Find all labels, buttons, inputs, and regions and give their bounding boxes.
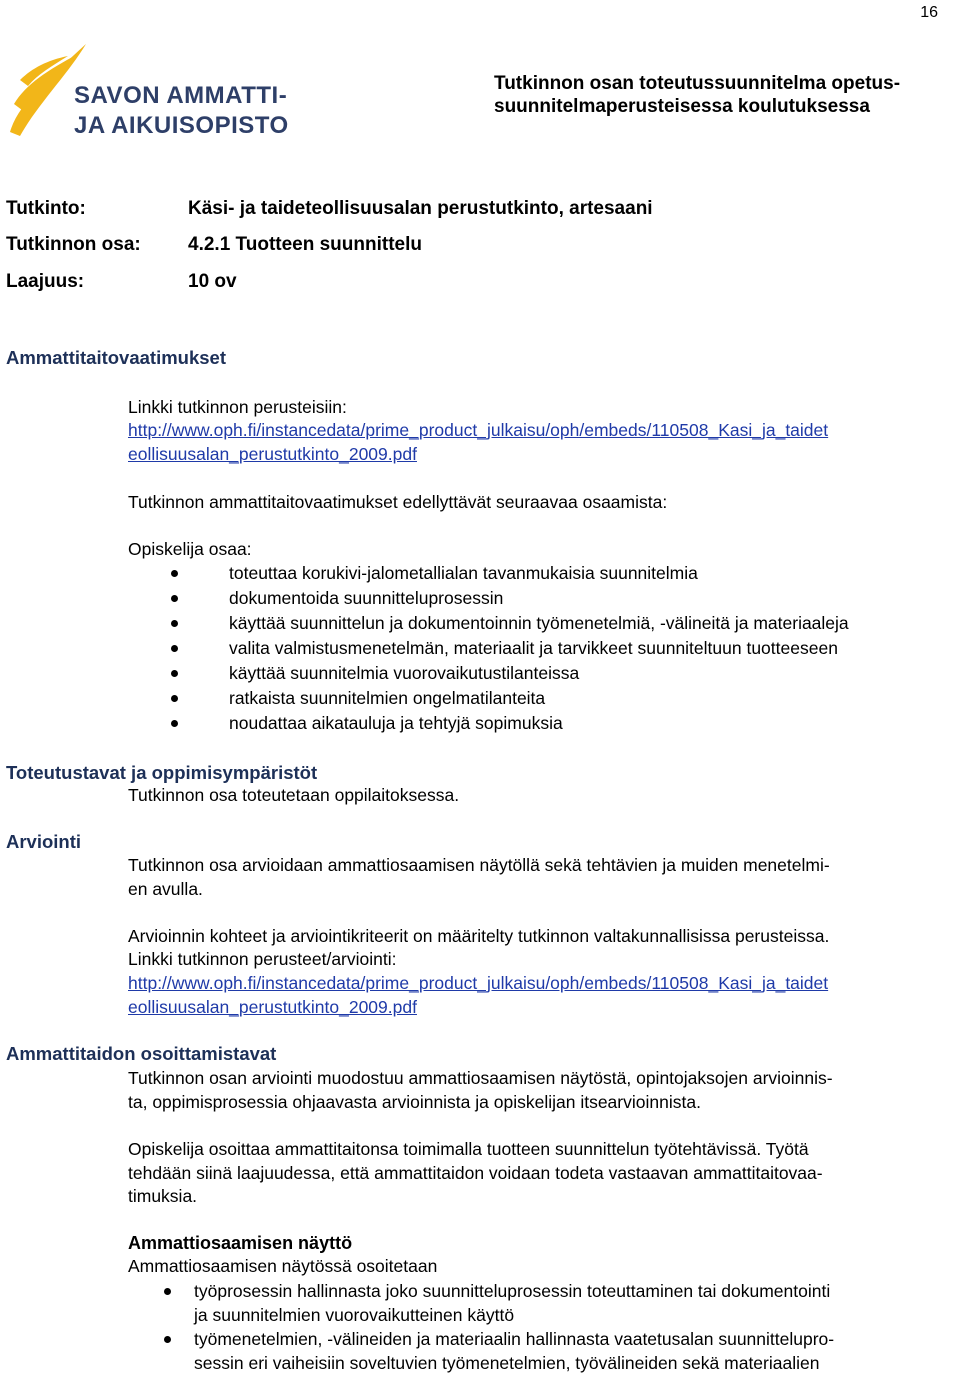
list-item: noudattaa aikatauluja ja tehtyjä sopimuksia [0,711,960,736]
perusteet-link[interactable] [128,419,828,466]
ammattitaito-heading: Ammattitaitovaatimukset [6,347,227,368]
list-item: dokumentoida suunnitteluprosessin [0,586,960,611]
perusteet-link-line-1[interactable]: http://www.oph.fi/instancedata/prime_product_julkaisu/oph/embeds/110508_Kasi_ja_taidet [128,420,829,440]
perusteet-link-line-2[interactable]: eollisuusalan_perustutkinto_2009.pdf [128,443,417,464]
document-title-line-2: suunnitelmaperusteisessa koulutuksessa [494,96,870,117]
list-item: valita valmistusmenetelmän, materiaalit ja tarvikkeet suunniteltuun tuotteeseen [0,636,960,661]
naytto-list [0,1279,960,1375]
logo-line-1: SAVON AMMATTI- [74,82,288,109]
logo [8,34,348,144]
list-item: ratkaista suunnitelmien ongelmatilanteita [0,686,960,711]
tutkinnon-osa-label: Tutkinnon osa: [6,234,141,255]
list-item: työmenetelmien, -välineiden ja materiaalin hallinnasta vaatetusalan suunnittelupro- sessin eri vaiheisiin soveltuvien työmenetelmien, työvälineiden sekä materiaalien [0,1327,960,1375]
list-item: käyttää suunnittelun ja dokumentoinnin työmenetelmiä, -välineitä ja materiaaleja [0,611,960,636]
osoittamistavat-p1: Tutkinnon osan arviointi muodostuu ammattiosaamisen näytöstä, opintojaksojen arvioinnis- ta, oppimisprosessia ohjaavasta arvioinnista ja opiskelijan itsearvioinnista. [128,1068,833,1112]
laajuus-label: Laajuus: [6,271,85,292]
tutkinto-value: Käsi- ja taideteollisuusalan perustutkinto, artesaani [188,198,653,219]
ammattitaito-intro: Tutkinnon ammattitaitovaatimukset edellyttävät seuraavaa osaamista: [128,492,668,512]
arviointi-link-line-1[interactable]: http://www.oph.fi/instancedata/prime_product_julkaisu/oph/embeds/110508_Kasi_ja_taidet [128,973,829,993]
list-item: toteuttaa korukivi-jalometallialan tavanmukaisia suunnitelmia [0,561,960,586]
logo-line-2: JA AIKUISOPISTO [74,112,289,139]
naytto-intro: Ammattiosaamisen näytössä osoitetaan [128,1256,438,1276]
tutkinnon-osa-value: 4.2.1 Tuotteen suunnittelu [188,234,422,255]
arviointi-p2: Arvioinnin kohteet ja arviointikriteerit on määritelty tutkinnon valtakunnallisissa perusteissa. [128,926,830,946]
osoittamistavat-p2: Opiskelija osoittaa ammattitaitonsa toimimalla tuotteen suunnittelun työtehtävissä. Työtä tehdään siinä laajuudessa, että ammattitaidon voidaan todeta vastaavan ammattitaitovaa- timuksia. [128,1139,823,1206]
opiskelija-osaa-heading: Opiskelija osaa: [128,539,252,559]
laajuus-value: 10 ov [188,271,237,292]
page-number: 16 [920,4,938,21]
osoittamistavat-heading: Ammattitaidon osoittamistavat [6,1043,277,1064]
document-title [494,72,954,118]
arviointi-link[interactable] [128,972,828,1019]
osaa-list [0,561,960,736]
arviointi-link-line-2[interactable]: eollisuusalan_perustutkinto_2009.pdf [128,996,417,1017]
list-item: käyttää suunnitelmia vuorovaikutustilanteissa [0,661,960,686]
arviointi-p1: Tutkinnon osa arvioidaan ammattiosaamisen näytöllä sekä tehtävien ja muiden menetelmi- en avulla. [128,855,830,899]
arviointi-link-label: Linkki tutkinnon perusteet/arviointi: [128,949,397,969]
naytto-heading: Ammattiosaamisen näyttö [128,1233,353,1253]
toteutus-heading: Toteutustavat ja oppimisympäristöt [6,762,318,783]
list-item: työprosessin hallinnasta joko suunnitteluprosessin toteuttaminen tai dokumentointi ja suunnitelmien vuorovaikutteinen käyttö [0,1279,960,1327]
tutkinto-label: Tutkinto: [6,198,86,219]
perusteet-link-label: Linkki tutkinnon perusteisiin: [128,397,347,417]
document-title-line-1: Tutkinnon osan toteutussuunnitelma opetus- [494,73,901,94]
toteutus-text: Tutkinnon osa toteutetaan oppilaitoksessa. [128,785,460,805]
arviointi-heading: Arviointi [6,831,82,852]
